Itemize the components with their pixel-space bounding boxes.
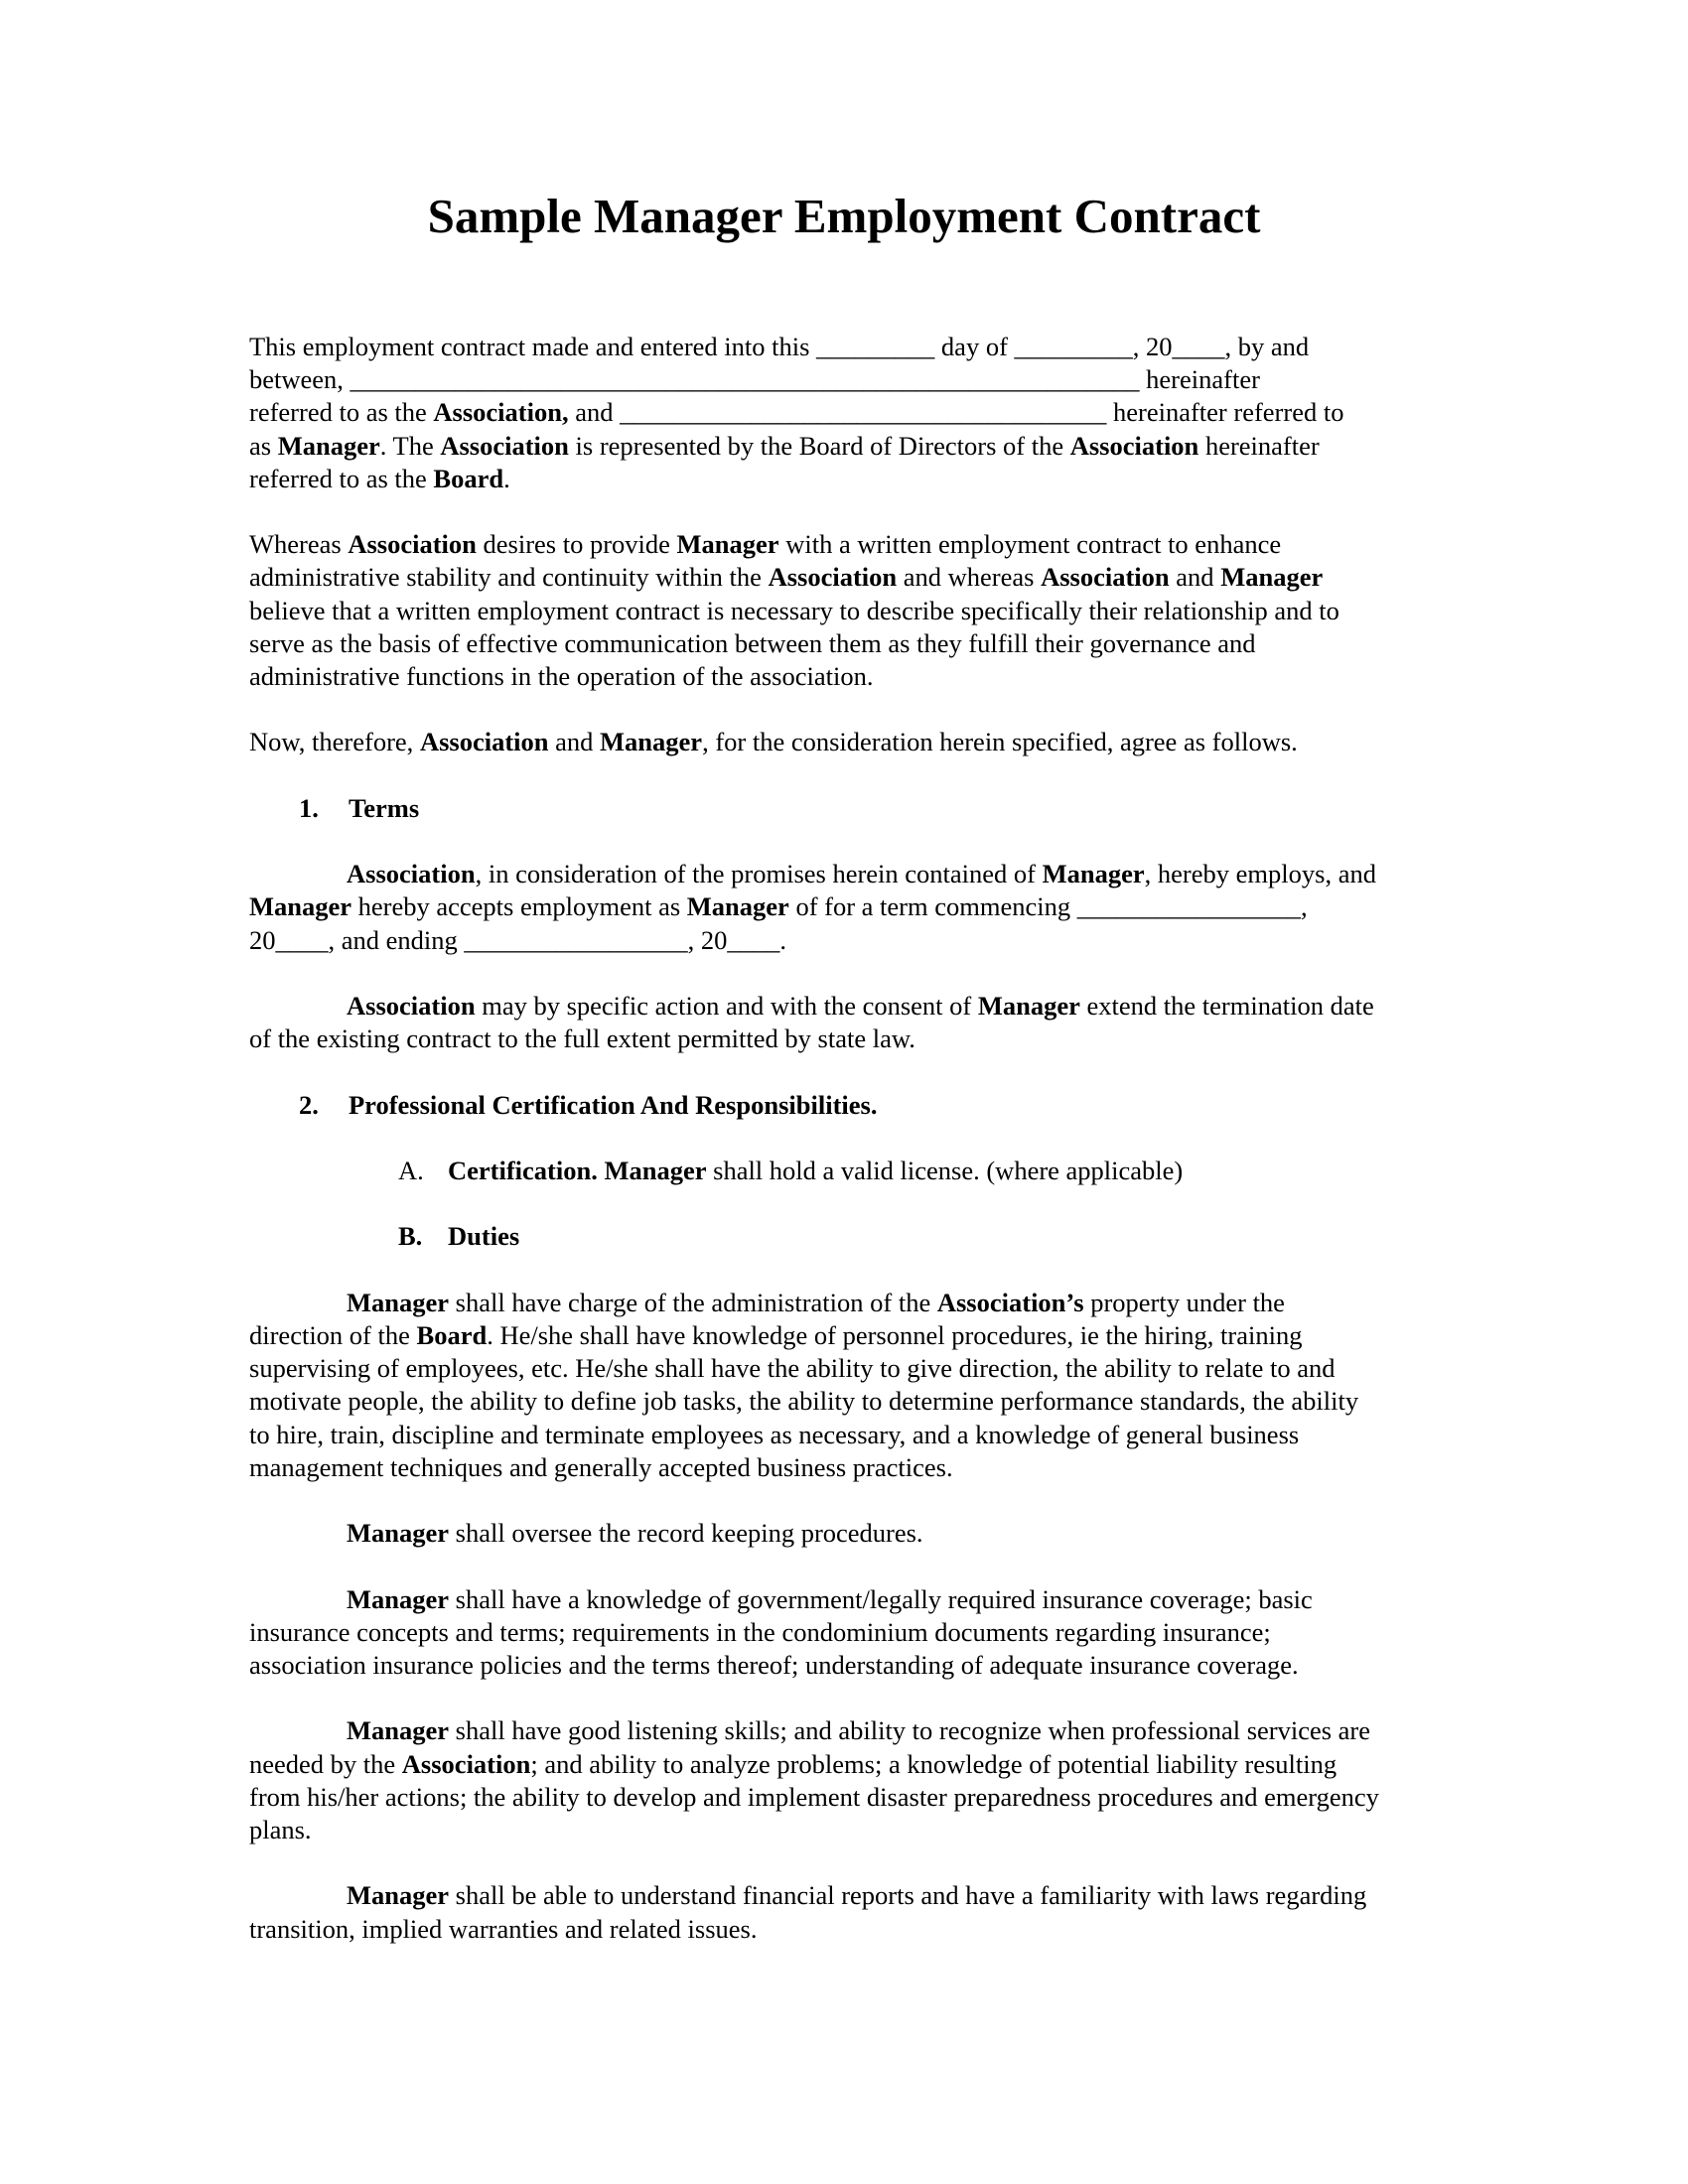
text-line: of the existing contract to the full extent permitted by state law. (249, 1024, 915, 1054)
text-line: association insurance policies and the terms thereof; understanding of adequate insurance coverage. (249, 1649, 1299, 1680)
text-line: needed by the Association; and ability to analyze problems; a knowledge of potential liability resulting (249, 1748, 1337, 1779)
text-line: administrative stability and continuity within the Association and whereas Association and Manager (249, 562, 1324, 593)
text-line: serve as the basis of effective communication between them as they fulfill their governance and (249, 627, 1256, 658)
text-line: transition, implied warranties and related issues. (249, 1913, 758, 1944)
text-line: as Manager. The Association is represented by the Board of Directors of the Association hereinafter (249, 430, 1320, 461)
text-line: motivate people, the ability to define job tasks, the ability to determine performance standards, the ability (249, 1386, 1359, 1417)
text-line: Whereas Association desires to provide Manager with a written employment contract to enhance (249, 529, 1282, 560)
text-line: management techniques and generally accepted business practices. (249, 1451, 953, 1482)
section-title: Professional Certification And Responsibilities. (349, 1089, 878, 1120)
subsection-a (249, 1155, 1441, 1187)
text-line: Manager shall have good listening skills; and ability to recognize when professional services are (347, 1715, 1371, 1746)
text-line: plans. (249, 1814, 312, 1844)
document-title: Sample Manager Employment Contract (427, 189, 1261, 243)
text-line: Association, in consideration of the promises herein contained of Manager, hereby employs, and (347, 859, 1376, 889)
text-line: Manager shall have a knowledge of government/legally required insurance coverage; basic (347, 1583, 1313, 1614)
subsection-text: shall hold a valid license. (where applicable) (706, 1155, 1184, 1185)
whereas-paragraph (249, 528, 1441, 693)
text-line: supervising of employees, etc. He/she shall have the ability to give direction, the ability to relate to and (249, 1353, 1336, 1384)
text-line: from his/her actions; the ability to develop and implement disaster preparedness procedures and emergency (249, 1781, 1379, 1812)
text-line: 20____, and ending _________________, 20____. (249, 924, 787, 955)
terms-paragraph-2 (249, 990, 1441, 1055)
document-body (249, 331, 1441, 1946)
text-line: administrative functions in the operation of the association. (249, 661, 874, 692)
section-1-heading (249, 792, 1441, 825)
text-line: referred to as the Board. (249, 463, 510, 493)
text-line: Manager shall have charge of the administration of the Association’s property under the (347, 1287, 1285, 1317)
now-therefore-paragraph (249, 726, 1441, 758)
intro-paragraph (249, 331, 1441, 495)
text-line: Association may by specific action and with the consent of Manager extend the termination date (347, 990, 1374, 1021)
duties-paragraph-5 (249, 1879, 1441, 1945)
section-number: 2. (299, 1089, 319, 1120)
duties-paragraph-4 (249, 1714, 1441, 1846)
text-line: direction of the Board. He/she shall have knowledge of personnel procedures, ie the hiring, training (249, 1319, 1303, 1350)
text-line: referred to as the Association, and _____________________________________ hereinafter referred to (249, 397, 1344, 428)
duties-paragraph-1 (249, 1287, 1441, 1484)
subsection-b (249, 1220, 1441, 1253)
duties-paragraph-2 (249, 1517, 1441, 1550)
section-2-heading (249, 1089, 1441, 1122)
subsection-letter: A. (398, 1155, 424, 1185)
text-line: This employment contract made and entered into this _________ day of _________, 20____, by and (249, 332, 1310, 361)
text-line: between, ____________________________________________________________ hereinafter (249, 364, 1260, 395)
text-line: Now, therefore, Association and Manager, for the consideration herein specified, agree as follows. (249, 727, 1298, 757)
duties-paragraph-3 (249, 1583, 1441, 1683)
text-line: to hire, train, discipline and terminate employees as necessary, and a knowledge of general business (249, 1419, 1300, 1449)
section-number: 1. (299, 792, 319, 823)
text-line: Manager shall be able to understand financial reports and have a familiarity with laws regarding (347, 1880, 1367, 1911)
text-line: insurance concepts and terms; requirements in the condominium documents regarding insurance; (249, 1616, 1271, 1647)
text-line: Manager hereby accepts employment as Manager of for a term commencing _________________, (249, 891, 1308, 922)
subsection-title: Certification. Manager (448, 1155, 707, 1185)
text-line: Manager shall oversee the record keeping procedures. (347, 1518, 923, 1549)
text-line: believe that a written employment contract is necessary to describe specifically their relationship and to (249, 595, 1339, 625)
subsection-letter: B. (398, 1221, 423, 1252)
subsection-title: Duties (448, 1221, 520, 1252)
section-title: Terms (349, 792, 420, 823)
terms-paragraph-1 (249, 858, 1441, 957)
